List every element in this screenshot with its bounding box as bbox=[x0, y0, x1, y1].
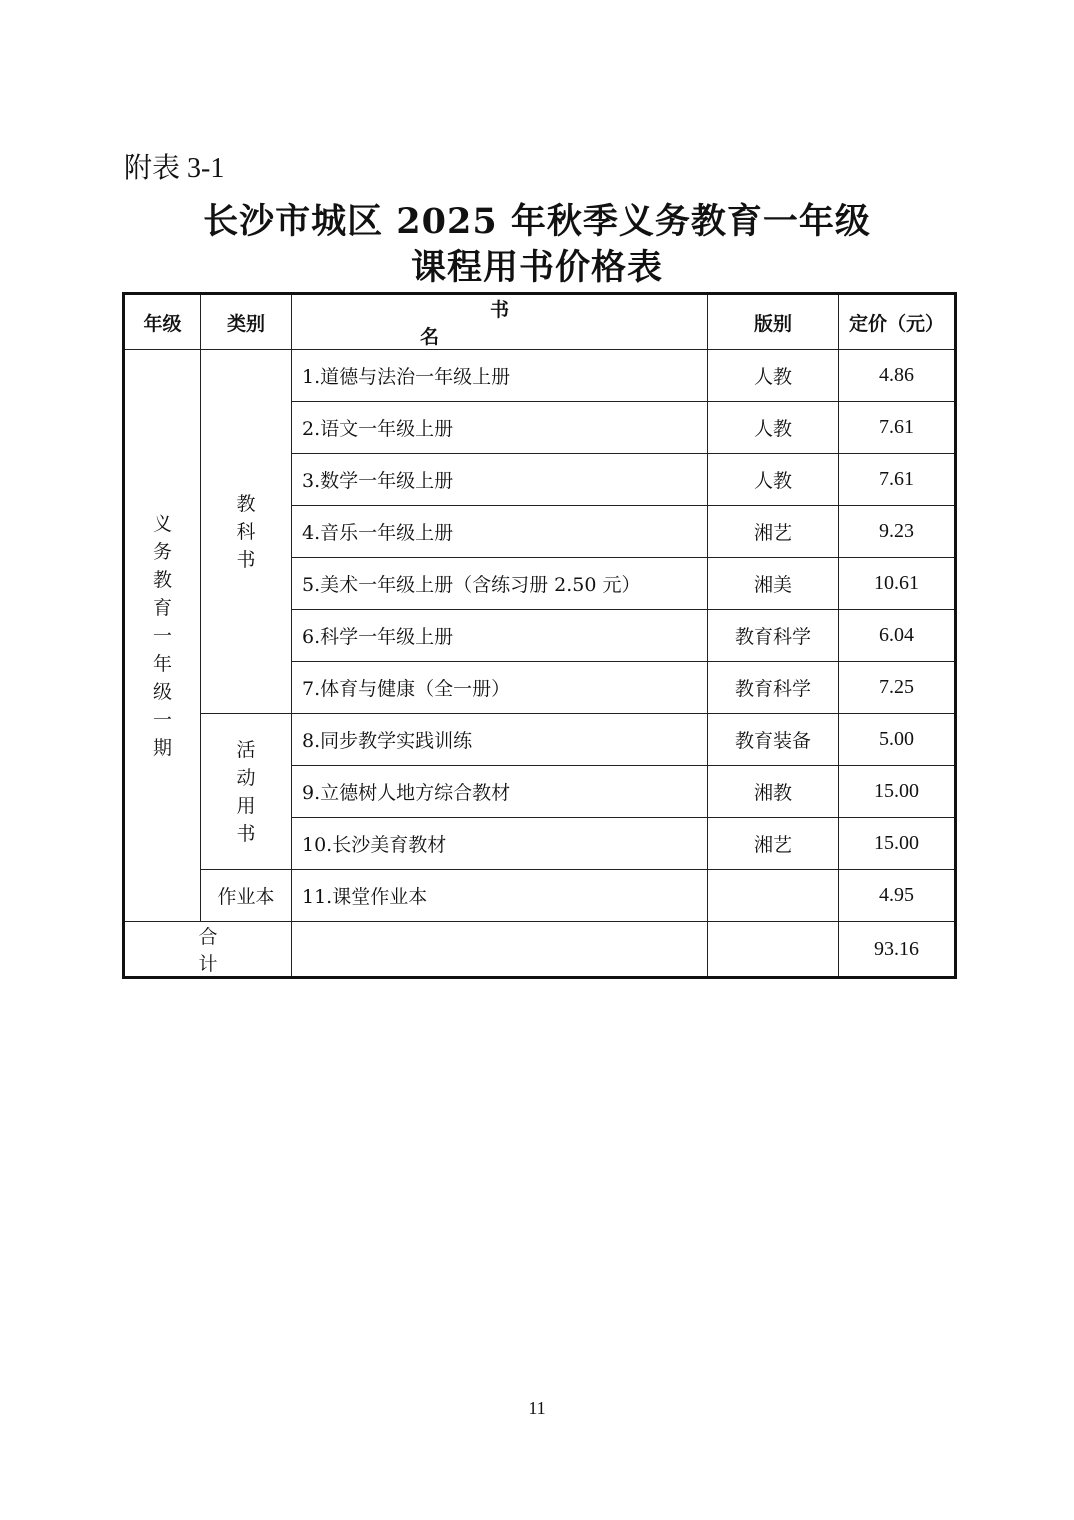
publisher: 湘教 bbox=[708, 766, 839, 818]
appendix-label: 附表 3-1 bbox=[124, 153, 225, 184]
book-name: 7.体育与健康（全一册） bbox=[292, 662, 708, 714]
book-name: 11.课堂作业本 bbox=[292, 870, 708, 922]
category-activity-label: 活动用书 bbox=[236, 738, 256, 845]
publisher: 人教 bbox=[708, 402, 839, 454]
category-workbook: 作业本 bbox=[201, 870, 292, 922]
price: 4.86 bbox=[839, 350, 956, 402]
total-value: 93.16 bbox=[839, 922, 956, 978]
table-row bbox=[124, 870, 956, 922]
book-name: 1.道德与法治一年级上册 bbox=[292, 350, 708, 402]
price: 5.00 bbox=[839, 714, 956, 766]
page-title-line2: 课程用书价格表 bbox=[410, 247, 663, 288]
publisher: 教育科学 bbox=[708, 610, 839, 662]
category-textbook bbox=[201, 350, 292, 714]
price: 15.00 bbox=[839, 766, 956, 818]
price-table bbox=[122, 292, 957, 979]
publisher: 湘艺 bbox=[708, 818, 839, 870]
page-number: 11 bbox=[528, 1398, 546, 1418]
total-row bbox=[124, 922, 956, 978]
book-name: 6.科学一年级上册 bbox=[292, 610, 708, 662]
book-name: 9.立德树人地方综合教材 bbox=[292, 766, 708, 818]
header-publisher: 版别 bbox=[708, 294, 839, 350]
price: 4.95 bbox=[839, 870, 956, 922]
book-name: 4.音乐一年级上册 bbox=[292, 506, 708, 558]
grade-label: 义务教育一年级一期 bbox=[152, 512, 172, 759]
book-name: 3.数学一年级上册 bbox=[292, 454, 708, 506]
price: 10.61 bbox=[839, 558, 956, 610]
publisher: 人教 bbox=[708, 350, 839, 402]
publisher: 湘艺 bbox=[708, 506, 839, 558]
book-name: 2.语文一年级上册 bbox=[292, 402, 708, 454]
book-name: 5.美术一年级上册（含练习册 2.50 元） bbox=[292, 558, 708, 610]
header-price: 定价（元） bbox=[839, 294, 956, 350]
header-grade: 年级 bbox=[124, 294, 201, 350]
price: 9.23 bbox=[839, 506, 956, 558]
price: 6.04 bbox=[839, 610, 956, 662]
total-empty-publisher bbox=[708, 922, 839, 978]
price: 7.61 bbox=[839, 454, 956, 506]
page-title-line1: 长沙市城区 2025 年秋季义务教育一年级 bbox=[203, 201, 871, 242]
table-row bbox=[124, 350, 956, 402]
header-row bbox=[124, 294, 956, 350]
publisher: 教育科学 bbox=[708, 662, 839, 714]
publisher bbox=[708, 870, 839, 922]
publisher: 湘美 bbox=[708, 558, 839, 610]
price: 15.00 bbox=[839, 818, 956, 870]
table-row bbox=[124, 714, 956, 766]
book-name: 8.同步教学实践训练 bbox=[292, 714, 708, 766]
price: 7.25 bbox=[839, 662, 956, 714]
publisher: 人教 bbox=[708, 454, 839, 506]
total-label: 合计 bbox=[124, 922, 292, 978]
category-textbook-label: 教科书 bbox=[236, 492, 256, 571]
category-activity bbox=[201, 714, 292, 870]
grade-cell bbox=[124, 350, 201, 922]
header-book-name-text: 书 名 bbox=[419, 299, 649, 348]
publisher: 教育装备 bbox=[708, 714, 839, 766]
header-book-name bbox=[292, 294, 708, 350]
total-empty-book bbox=[292, 922, 708, 978]
price: 7.61 bbox=[839, 402, 956, 454]
header-category: 类别 bbox=[201, 294, 292, 350]
book-name: 10.长沙美育教材 bbox=[292, 818, 708, 870]
